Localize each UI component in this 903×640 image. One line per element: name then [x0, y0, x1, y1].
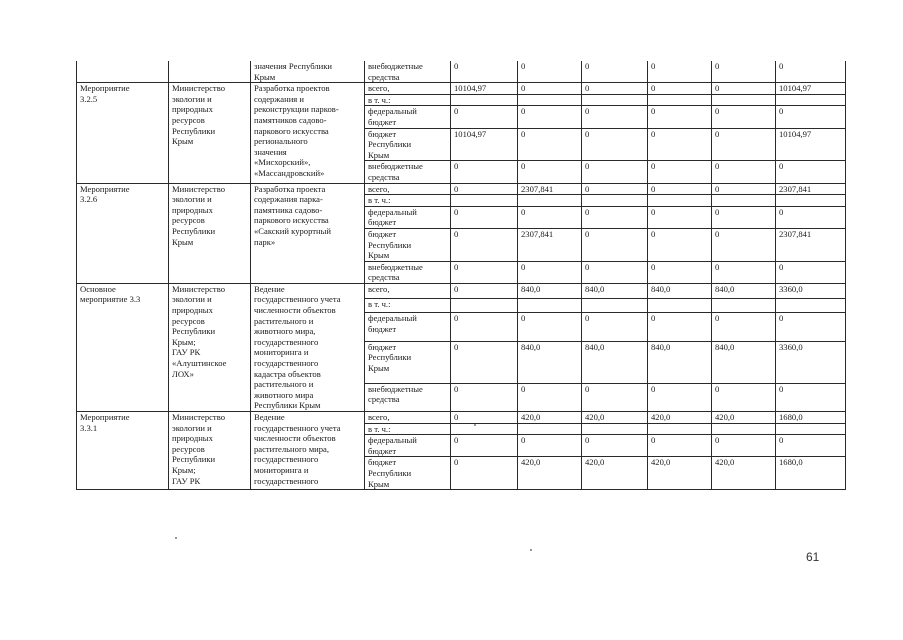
page-number: 61: [806, 550, 820, 564]
year-value-cell: 420,0: [518, 457, 582, 490]
year-value-cell: 0: [518, 161, 582, 183]
year-value-cell: 0: [712, 261, 776, 283]
total-value-cell: [776, 423, 846, 435]
year-value-cell: 420,0: [712, 457, 776, 490]
year-value-cell: 0: [582, 313, 648, 341]
year-value-cell: [648, 195, 712, 207]
year-value-cell: [582, 423, 648, 435]
year-value-cell: [648, 94, 712, 106]
year-value-cell: 0: [518, 206, 582, 228]
year-value-cell: 420,0: [518, 412, 582, 424]
year-value-cell: [582, 195, 648, 207]
scan-speck: [530, 549, 532, 551]
description-cell: Разработка проектов содержания и реконструкции парков- памятников садово- паркового искусства регионального значения «Мисхорский», «Массандровский»: [251, 83, 365, 183]
year-value-cell: 0: [582, 61, 648, 83]
year-value-cell: 420,0: [582, 412, 648, 424]
year-value-cell: [451, 298, 518, 313]
total-value-cell: 10104,97: [776, 128, 846, 161]
description-cell: Ведение государственного учета численности объектов растительного и животного мира, государственного мониторинга и государственного кадастра объектов растительного и животного мира Республики Крым: [251, 283, 365, 411]
year-value-cell: [712, 94, 776, 106]
funding-source-cell: в т. ч.:: [365, 94, 451, 106]
table-row: [77, 412, 846, 424]
year-value-cell: [582, 298, 648, 313]
year-value-cell: [451, 94, 518, 106]
year-value-cell: 840,0: [582, 341, 648, 383]
year-value-cell: 10104,97: [451, 128, 518, 161]
year-value-cell: 0: [582, 183, 648, 195]
year-value-cell: 0: [582, 261, 648, 283]
executor-cell: Министерство экологии и природных ресурсов Республики Крым; ГАУ РК «Алуштинское ЛОХ»: [169, 283, 251, 411]
funding-source-cell: федеральный бюджет: [365, 313, 451, 341]
total-value-cell: 0: [776, 313, 846, 341]
description-cell: значения Республики Крым: [251, 61, 365, 83]
year-value-cell: 2307,841: [518, 183, 582, 195]
year-value-cell: 0: [648, 313, 712, 341]
funding-source-cell: в т. ч.:: [365, 195, 451, 207]
funding-source-cell: федеральный бюджет: [365, 106, 451, 128]
year-value-cell: 0: [582, 435, 648, 457]
year-value-cell: [451, 195, 518, 207]
year-value-cell: 0: [518, 313, 582, 341]
program-cell: Мероприятие 3.2.6: [77, 183, 169, 283]
total-value-cell: 0: [776, 261, 846, 283]
year-value-cell: 0: [648, 228, 712, 261]
year-value-cell: 0: [451, 106, 518, 128]
table-row: [77, 283, 846, 298]
total-value-cell: 1680,0: [776, 412, 846, 424]
total-value-cell: 1680,0: [776, 457, 846, 490]
funding-source-cell: федеральный бюджет: [365, 435, 451, 457]
year-value-cell: 0: [712, 435, 776, 457]
year-value-cell: 0: [582, 161, 648, 183]
funding-source-cell: бюджет Республики Крым: [365, 228, 451, 261]
year-value-cell: [518, 298, 582, 313]
funding-source-cell: в т. ч.:: [365, 298, 451, 313]
year-value-cell: 840,0: [648, 341, 712, 383]
year-value-cell: [648, 423, 712, 435]
year-value-cell: 0: [518, 128, 582, 161]
funding-source-cell: бюджет Республики Крым: [365, 457, 451, 490]
funding-source-cell: бюджет Республики Крым: [365, 128, 451, 161]
year-value-cell: 0: [451, 412, 518, 424]
funding-source-cell: внебюджетные средства: [365, 161, 451, 183]
funding-source-cell: внебюджетные средства: [365, 261, 451, 283]
description-cell: Ведение государственного учета численности объектов растительного мира, государственного мониторинга и государственного: [251, 412, 365, 490]
program-cell: Мероприятие 3.3.1: [77, 412, 169, 490]
year-value-cell: 10104,97: [451, 83, 518, 95]
year-value-cell: 0: [712, 161, 776, 183]
funding-source-cell: всего,: [365, 283, 451, 298]
year-value-cell: 420,0: [648, 457, 712, 490]
year-value-cell: [518, 423, 582, 435]
year-value-cell: 840,0: [648, 283, 712, 298]
year-value-cell: 0: [648, 206, 712, 228]
executor-cell: [169, 61, 251, 83]
year-value-cell: 0: [648, 383, 712, 411]
year-value-cell: 840,0: [518, 283, 582, 298]
budget-table: [76, 61, 846, 490]
funding-source-cell: федеральный бюджет: [365, 206, 451, 228]
year-value-cell: 0: [648, 435, 712, 457]
year-value-cell: 0: [582, 128, 648, 161]
total-value-cell: 0: [776, 161, 846, 183]
scan-speck: [474, 424, 476, 426]
total-value-cell: 0: [776, 61, 846, 83]
scan-speck: [175, 537, 177, 539]
year-value-cell: 0: [712, 206, 776, 228]
year-value-cell: 0: [648, 183, 712, 195]
year-value-cell: 0: [582, 106, 648, 128]
year-value-cell: [451, 423, 518, 435]
year-value-cell: 420,0: [712, 412, 776, 424]
year-value-cell: [712, 298, 776, 313]
year-value-cell: 0: [451, 161, 518, 183]
year-value-cell: 0: [451, 283, 518, 298]
year-value-cell: 0: [451, 341, 518, 383]
year-value-cell: [582, 94, 648, 106]
year-value-cell: 0: [582, 228, 648, 261]
total-value-cell: [776, 298, 846, 313]
executor-cell: Министерство экологии и природных ресурсов Республики Крым: [169, 183, 251, 283]
program-cell: [77, 61, 169, 83]
year-value-cell: 0: [518, 383, 582, 411]
year-value-cell: 0: [712, 106, 776, 128]
year-value-cell: 420,0: [582, 457, 648, 490]
total-value-cell: 10104,97: [776, 83, 846, 95]
executor-cell: Министерство экологии и природных ресурсов Республики Крым: [169, 83, 251, 183]
funding-source-cell: бюджет Республики Крым: [365, 341, 451, 383]
year-value-cell: 0: [582, 83, 648, 95]
total-value-cell: 0: [776, 106, 846, 128]
year-value-cell: 0: [712, 83, 776, 95]
year-value-cell: 0: [518, 435, 582, 457]
year-value-cell: 0: [451, 228, 518, 261]
total-value-cell: 0: [776, 383, 846, 411]
funding-source-cell: в т. ч.:: [365, 423, 451, 435]
program-cell: Мероприятие 3.2.5: [77, 83, 169, 183]
year-value-cell: 0: [451, 261, 518, 283]
year-value-cell: 0: [451, 435, 518, 457]
year-value-cell: 0: [518, 61, 582, 83]
year-value-cell: [712, 195, 776, 207]
year-value-cell: 0: [648, 106, 712, 128]
year-value-cell: [648, 298, 712, 313]
year-value-cell: 0: [451, 313, 518, 341]
total-value-cell: 3360,0: [776, 283, 846, 298]
total-value-cell: 2307,841: [776, 228, 846, 261]
year-value-cell: 0: [518, 83, 582, 95]
total-value-cell: 2307,841: [776, 183, 846, 195]
year-value-cell: 0: [648, 83, 712, 95]
table-row: [77, 183, 846, 195]
year-value-cell: 2307,841: [518, 228, 582, 261]
funding-source-cell: внебюджетные средства: [365, 383, 451, 411]
year-value-cell: 840,0: [582, 283, 648, 298]
year-value-cell: 0: [518, 261, 582, 283]
table-row: [77, 83, 846, 95]
year-value-cell: 0: [712, 228, 776, 261]
funding-source-cell: всего,: [365, 412, 451, 424]
year-value-cell: 0: [648, 161, 712, 183]
table-body: [77, 61, 846, 490]
year-value-cell: 840,0: [518, 341, 582, 383]
total-value-cell: [776, 195, 846, 207]
funding-source-cell: внебюджетные средства: [365, 61, 451, 83]
year-value-cell: 0: [451, 183, 518, 195]
year-value-cell: 0: [451, 457, 518, 490]
year-value-cell: 0: [451, 206, 518, 228]
total-value-cell: [776, 94, 846, 106]
year-value-cell: 0: [648, 128, 712, 161]
year-value-cell: 0: [451, 61, 518, 83]
year-value-cell: [518, 195, 582, 207]
year-value-cell: 0: [582, 206, 648, 228]
year-value-cell: 0: [582, 383, 648, 411]
year-value-cell: 0: [648, 61, 712, 83]
year-value-cell: 840,0: [712, 341, 776, 383]
year-value-cell: [712, 423, 776, 435]
program-cell: Основное мероприятие 3.3: [77, 283, 169, 411]
description-cell: Разработка проекта содержания парка- памятника садово- паркового искусства «Сакский курортный парк»: [251, 183, 365, 283]
executor-cell: Министерство экологии и природных ресурсов Республики Крым; ГАУ РК: [169, 412, 251, 490]
year-value-cell: 0: [648, 261, 712, 283]
year-value-cell: 420,0: [648, 412, 712, 424]
funding-source-cell: всего,: [365, 83, 451, 95]
table-row: [77, 61, 846, 83]
total-value-cell: 3360,0: [776, 341, 846, 383]
total-value-cell: 0: [776, 435, 846, 457]
year-value-cell: 0: [712, 183, 776, 195]
year-value-cell: 0: [712, 313, 776, 341]
year-value-cell: 0: [518, 106, 582, 128]
year-value-cell: [518, 94, 582, 106]
funding-source-cell: всего,: [365, 183, 451, 195]
total-value-cell: 0: [776, 206, 846, 228]
year-value-cell: 0: [451, 383, 518, 411]
year-value-cell: 0: [712, 128, 776, 161]
year-value-cell: 0: [712, 383, 776, 411]
year-value-cell: 840,0: [712, 283, 776, 298]
year-value-cell: 0: [712, 61, 776, 83]
